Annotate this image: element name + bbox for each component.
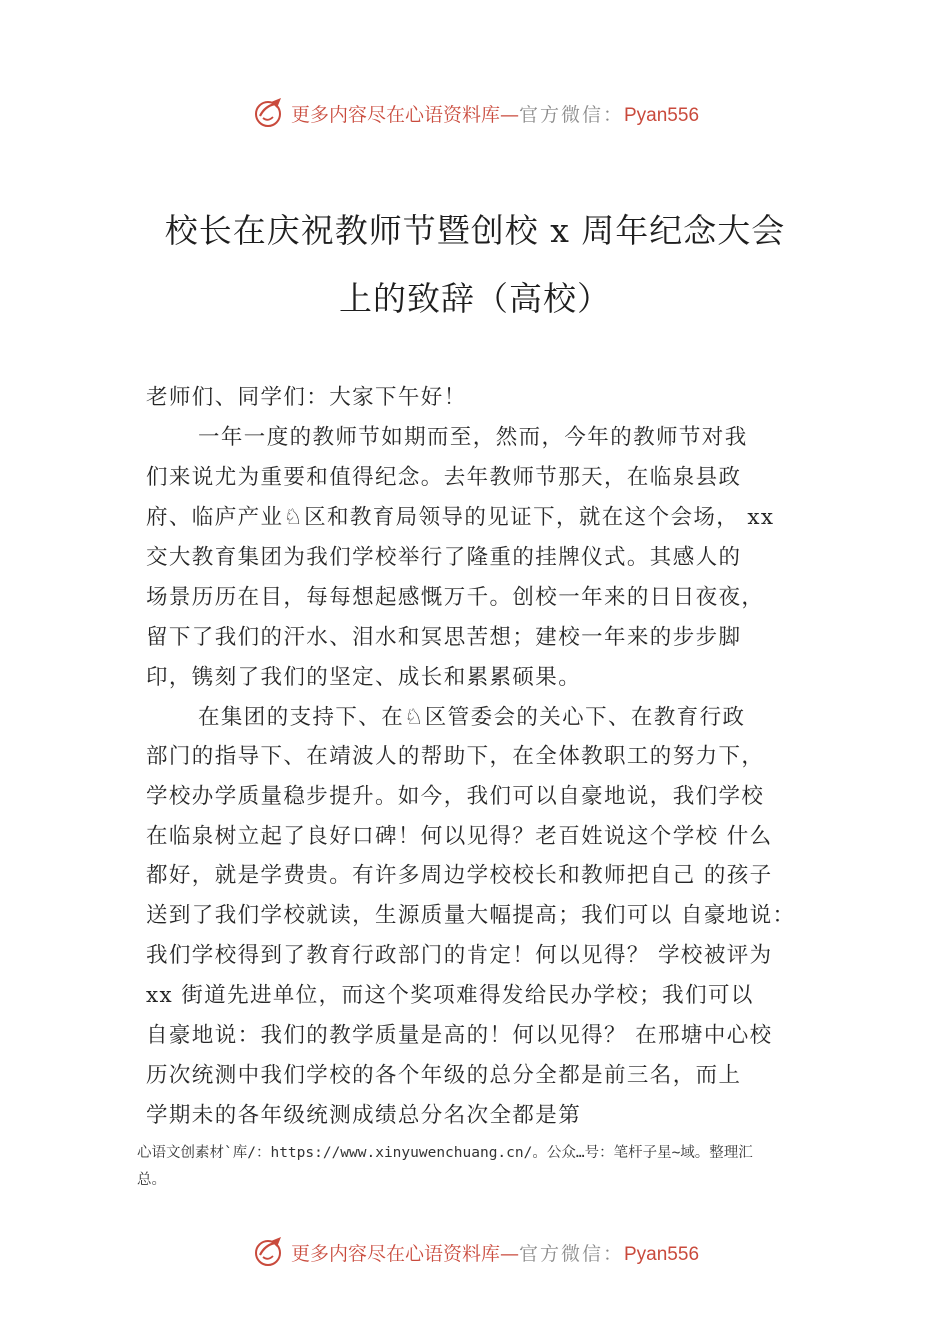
body-line: 交大教育集团为我们学校举行了隆重的挂牌仪式。其感人的 xyxy=(146,545,742,570)
body-line: 在集团的支持下、在♘区管委会的关心下、在教育行政 xyxy=(198,705,746,730)
bottom-banner xyxy=(0,1232,950,1272)
body-line: 在临泉树立起了良好口碑！何以见得？老百姓说这个学校 什么 xyxy=(146,824,773,849)
pen-logo-icon xyxy=(251,1235,285,1269)
pen-logo-icon xyxy=(251,96,285,130)
banner-account: Pyan556 xyxy=(624,1243,700,1265)
body-line: xx 街道先进单位，而这个奖项难得发给民办学校；我们可以 xyxy=(146,983,754,1008)
body-line: 部门的指导下、在靖波人的帮助下，在全体教职工的努力下， xyxy=(146,744,765,769)
body-line: 们来说尤为重要和值得纪念。去年教师节那天，在临泉县政 xyxy=(146,465,742,490)
banner-wechat-label: 官方微信： xyxy=(518,1242,624,1265)
body-line: 府、临庐产业♘区和教育局领导的见证下，就在这个会场， xx xyxy=(146,505,775,530)
document-title-line-1: 校长在庆祝教师节暨创校 x 周年纪念大会 xyxy=(164,211,786,250)
banner-dash: — xyxy=(499,1242,519,1265)
top-banner xyxy=(0,93,950,133)
banner-text xyxy=(291,1239,699,1266)
body-line: 我们学校得到了教育行政部门的肯定！何以见得？ 学校被评为 xyxy=(146,943,773,968)
body-line: 历次统测中我们学校的各个年级的总分全都是前三名，而上 xyxy=(146,1063,742,1088)
document-title-line-2: 上的致辞（高校） xyxy=(339,279,611,318)
body-line: 一年一度的教师节如期而至，然而，今年的教师节对我 xyxy=(198,425,748,450)
banner-wechat-label: 官方微信： xyxy=(518,103,624,126)
body-line: 都好，就是学费贵。有许多周边学校校长和教师把自己 的孩子 xyxy=(146,863,773,888)
body-line: 场景历历在目，每每想起感慨万千。创校一年来的日日夜夜， xyxy=(146,585,765,610)
body-line: 自豪地说：我们的教学质量是高的！何以见得？ 在邢塘中心校 xyxy=(146,1023,773,1048)
banner-dash: — xyxy=(499,103,519,126)
banner-prefix: 更多内容尽在心语资料库 xyxy=(290,1242,500,1265)
banner-text xyxy=(291,100,699,127)
banner-prefix: 更多内容尽在心语资料库 xyxy=(290,103,500,126)
footer-source-line-2: 总。 xyxy=(137,1172,166,1188)
body-line: 老师们、同学们：大家下午好！ xyxy=(146,385,467,410)
body-line: 留下了我们的汗水、泪水和冥思苦想；建校一年来的步步脚 xyxy=(146,625,742,650)
body-line: 学期未的各年级统测成绩总分名次全都是第 xyxy=(146,1103,582,1128)
footer-source-line-1: 心语文创素材`库/：https://www.xinyuwenchuang.cn/。公众…号：笔杆子星~域。整理汇 xyxy=(137,1145,753,1161)
banner-account: Pyan556 xyxy=(624,104,700,126)
body-line: 学校办学质量稳步提升。如今，我们可以自豪地说，我们学校 xyxy=(146,784,765,809)
body-line: 印，镌刻了我们的坚定、成长和累累硕果。 xyxy=(146,665,582,690)
body-line: 送到了我们学校就读，生源质量大幅提高；我们可以 自豪地说： xyxy=(146,903,796,928)
